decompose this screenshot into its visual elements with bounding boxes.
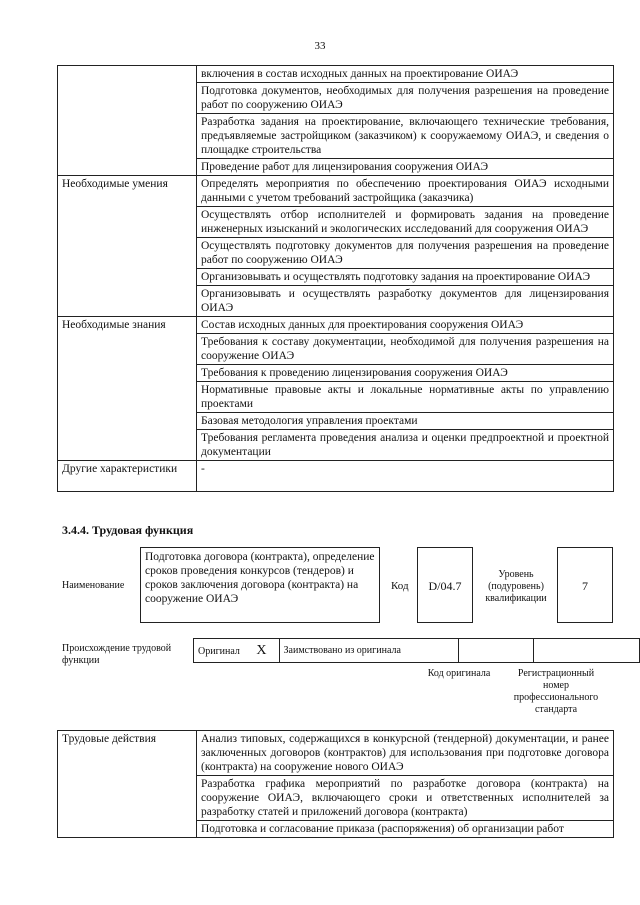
original-label: Оригинал <box>198 645 240 657</box>
table-cell: Осуществлять отбор исполнителей и формировать задания на проведение инженерных изысканий и экологических исследований для сооружения ОИАЭ <box>197 207 614 238</box>
page-number: 33 <box>314 40 326 52</box>
table-cell: Базовая методология управления проектами <box>197 413 614 430</box>
table-cell: Требования регламента проведения анализа и оценки предпроектной и проектной документации <box>197 430 614 461</box>
code-original-label: Код оригинала <box>427 668 491 679</box>
qualification-level-value: 7 <box>557 547 613 623</box>
row-label: Другие характеристики <box>58 461 197 492</box>
table-cell: Нормативные правовые акты и локальные нормативные акты по управлению проектами <box>197 382 614 413</box>
table-cell: - <box>197 461 614 492</box>
table-cell: Требования к проведению лицензирования сооружения ОИАЭ <box>197 365 614 382</box>
table-row <box>58 176 614 207</box>
section-title: 3.4.4. Трудовая функция <box>62 523 194 537</box>
labor-actions-table <box>57 730 614 838</box>
reg-number-label: Регистрационный номер профессионального стандарта <box>513 668 599 715</box>
code-label: Код <box>391 580 409 592</box>
cell-text: включения в состав исходных данных на проектирование ОИАЭ <box>201 68 519 80</box>
table-cell: Состав исходных данных для проектирования сооружения ОИАЭ <box>197 317 614 334</box>
origin-original-cell <box>194 639 280 663</box>
table-cell: Требования к составу документации, необходимой для получения разрешения на сооружение ОИАЭ <box>197 334 614 365</box>
borrowed-label: Заимствовано из оригинала <box>283 645 401 656</box>
name-label: Наименование <box>62 580 125 591</box>
level-label: Уровень (подуровень) квалификации <box>485 569 547 604</box>
table-cell: Организовывать и осуществлять разработку документов для лицензирования ОИАЭ <box>197 286 614 317</box>
table-cell: Проведение работ для лицензирования сооружения ОИАЭ <box>197 159 614 176</box>
table-cell: Разработка задания на проектирование, включающего технические требования, предъявляемые застройщиком (заказчиком) к сооружаемому ОИАЭ, и сведения о площадке строительства <box>197 114 614 159</box>
table-row <box>194 639 640 663</box>
table-cell: Осуществлять подготовку документов для получения разрешения на проведение работ по сооружению ОИАЭ <box>197 238 614 269</box>
table-cell: Определять мероприятия по обеспечению проектирования ОИАЭ исходными данными с учетом требований застройщика (заказчика) <box>197 176 614 207</box>
table-row <box>58 317 614 334</box>
origin-borrowed-cell <box>279 639 459 663</box>
table-row <box>58 461 614 492</box>
table-cell: Разработка графика мероприятий по разработке договора (контракта) на сооружение ОИАЭ, включающего сроки и ответственных исполнителей за разработку статей и приложений договора (контракта) <box>197 776 614 821</box>
origin-code-cell <box>459 639 534 663</box>
origin-table <box>193 638 640 663</box>
row-label: Необходимые умения <box>58 176 197 317</box>
row-label: Необходимые знания <box>58 317 197 461</box>
origin-label: Происхождение трудовой функции <box>62 643 172 666</box>
table-row <box>58 66 614 83</box>
table-cell: Анализ типовых, содержащихся в конкурсной (тендерной) документации, и ранее заключенных договоров (контрактов) для использования при подготовке договора (контракта) на сооружение нового ОИАЭ <box>197 731 614 776</box>
origin-reg-cell <box>534 639 640 663</box>
row-label <box>58 66 197 176</box>
table-cell: Организовывать и осуществлять подготовку задания на проектирование ОИАЭ <box>197 269 614 286</box>
table-row <box>58 731 614 776</box>
competency-table <box>57 65 614 492</box>
row-label: Трудовые действия <box>58 731 197 838</box>
original-mark: X <box>256 642 267 658</box>
function-name-value: Подготовка договора (контракта), определение сроков проведения конкурсов (тендеров) и сроков заключения договора (контракта) на сооружение ОИАЭ <box>140 547 380 623</box>
table-cell: Подготовка и согласование приказа (распоряжения) об организации работ <box>197 821 614 838</box>
table-cell <box>197 66 614 83</box>
function-code-value: D/04.7 <box>417 547 473 623</box>
table-cell: Подготовка документов, необходимых для получения разрешения на проведение работ по сооружению ОИАЭ <box>197 83 614 114</box>
